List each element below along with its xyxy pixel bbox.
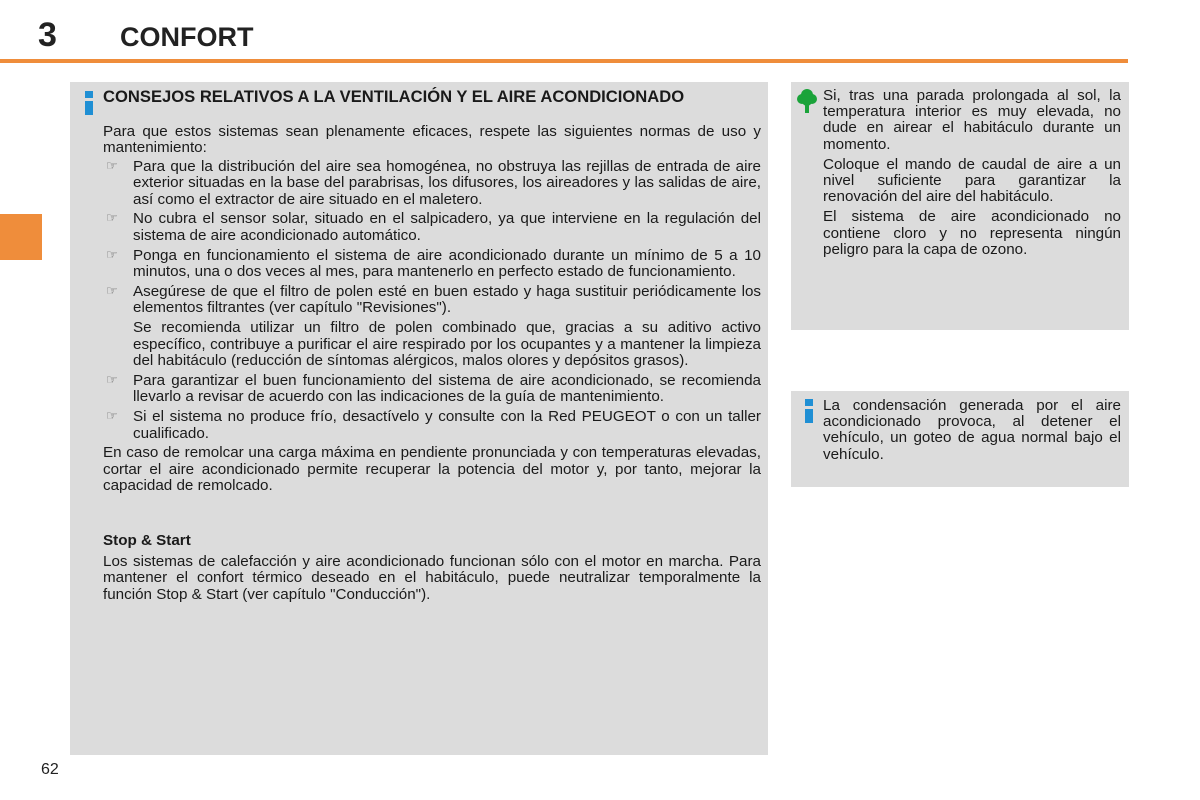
list-item: ☞ Asegúrese de que el filtro de polen esté en buen estado y haga sustituir periódicamente los elementos filtrantes (ver capítulo "Revisiones"). xyxy=(106,282,761,317)
condensation-info-box xyxy=(791,391,1129,487)
condensation-text: La condensación generada por el aire acondicionado provoca, al detener el vehículo, un goteo de agua normal bajo el vehículo. xyxy=(823,397,1121,463)
eco-tip-box xyxy=(791,82,1129,330)
eco-tip-paragraph: Coloque el mando de caudal de aire a un nivel suficiente para garantizar la renovación del aire del habitáculo. xyxy=(823,155,1121,206)
advice-title: CONSEJOS RELATIVOS A LA VENTILACIÓN Y EL AIRE ACONDICIONADO xyxy=(103,87,685,106)
list-item: ☞ Si el sistema no produce frío, desactívelo y consulte con la Red PEUGEOT o con un taller cualificado. xyxy=(106,408,761,442)
advice-intro: Para que estos sistemas sean plenamente eficaces, respete las siguientes normas de uso y mantenimiento: xyxy=(103,122,761,157)
tree-icon xyxy=(796,88,818,114)
list-item: ☞ Para garantizar el buen funcionamiento del sistema de aire acondicionado, se recomienda llevarlo a revisar de acuerdo con las indicaciones de la guía de mantenimiento. xyxy=(106,371,761,406)
list-item: ☞ No cubra el sensor solar, situado en el salpicadero, ya que interviene en la regulación del sistema de aire acondicionado automático. xyxy=(106,210,761,245)
chapter-number: 3 xyxy=(38,16,57,54)
list-item: ☞ Para que la distribución del aire sea homogénea, no obstruya las rejillas de entrada de aire exterior situadas en la base del parabrisas, los difusores, los aireadores y las salidas de aire, así como el extractor de aire situado en el maletero. xyxy=(106,157,761,208)
pointing-hand-icon: ☞ xyxy=(106,157,118,173)
pointing-hand-icon: ☞ xyxy=(106,408,118,423)
header-rule xyxy=(0,59,1128,63)
eco-tip-paragraph: El sistema de aire acondicionado no contiene cloro y no representa ningún peligro para la capa de ozono. xyxy=(823,208,1121,258)
pollen-filter-note: Se recomienda utilizar un filtro de polen combinado que, gracias a su aditivo activo específico, contribuye a purificar el aire respirado por los ocupantes y a mantener la limpieza del habitáculo (reducción de síntomas alérgicos, malos olores y depósitos grasos). xyxy=(133,319,761,370)
advice-list-continued xyxy=(103,373,761,442)
eco-tip-paragraph: Si, tras una parada prolongada al sol, la temperatura interior es muy elevada, no dude en airear el habitáculo durante un momento. xyxy=(823,87,1121,153)
stop-start-heading: Stop & Start xyxy=(103,531,191,549)
chapter-side-tab xyxy=(0,214,42,260)
list-item: ☞ Ponga en funcionamiento el sistema de aire acondicionado durante un mínimo de 5 a 10 minutos, una o dos veces al mes, para mantenerlo en perfecto estado de funcionamiento. xyxy=(106,246,761,281)
pointing-hand-icon: ☞ xyxy=(106,210,118,226)
advice-list xyxy=(103,159,761,317)
pointing-hand-icon: ☞ xyxy=(106,282,118,298)
ventilation-advice-box xyxy=(70,82,768,755)
pointing-hand-icon: ☞ xyxy=(106,371,118,387)
page-number: 62 xyxy=(41,761,59,778)
chapter-title: CONFORT xyxy=(120,22,254,52)
stop-start-text: Los sistemas de calefacción y aire acondicionado funcionan sólo con el motor en marcha. Para mantener el confort térmico deseado en el habitáculo, puede neutralizar temporalmente la función Stop & Start (ver capítulo "Conducción"). xyxy=(103,552,761,603)
towing-paragraph: En caso de remolcar una carga máxima en pendiente pronunciada y con temperaturas elevadas, cortar el aire acondicionado permite recuperar la potencia del motor y, por tanto, mejorar la capacidad de remolcado. xyxy=(103,444,761,495)
pointing-hand-icon: ☞ xyxy=(106,246,118,262)
